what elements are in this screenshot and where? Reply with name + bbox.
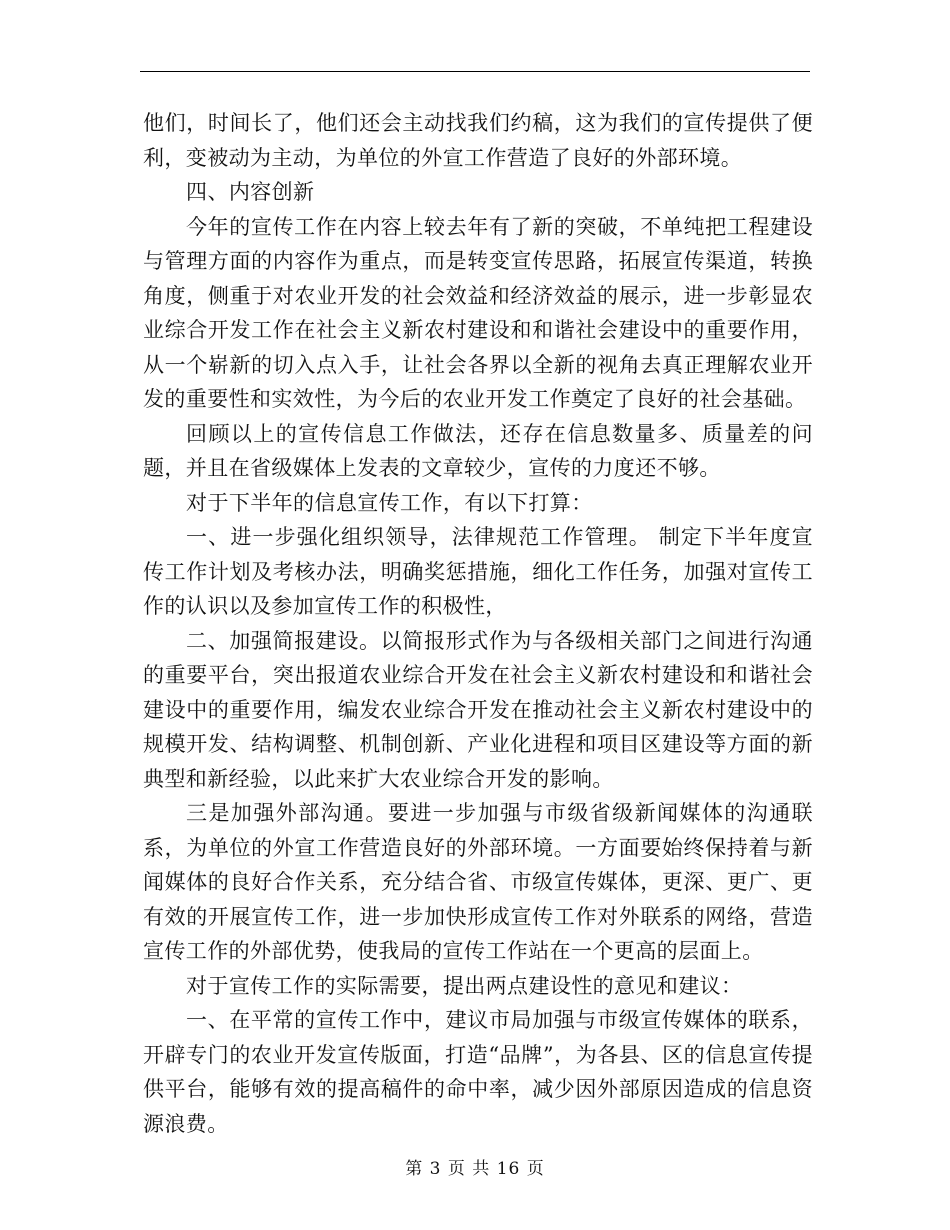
paragraph: 二、加强简报建设。以简报形式作为与各级相关部门之间进行沟通的重要平台，突出报道农业综合开发在社会主义新农村建设和和谐社会建设中的重要作用，编发农业综合开发在推动社会主义新农村建设中的规模开发、结构调整、机制创新、产业化进程和项目区建设等方面的新典型和新经验，以此来扩大农业综合开发的影响。 (143, 628, 813, 791)
paragraph: 对于下半年的信息宣传工作，有以下打算： (186, 490, 593, 515)
paragraph: 一、在平常的宣传工作中，建议市局加强与市级宣传媒体的联系，开辟专门的农业开发宣传版面，打造“品牌”，为各县、区的信息宣传提供平台，能够有效的提高稿件的命中率，减少因外部原因造成的信息资源浪费。 (143, 1008, 813, 1136)
document-body (143, 106, 813, 1141)
section-heading-content-innovation: 四、内容创新 (186, 180, 315, 204)
header-rule (140, 71, 810, 72)
paragraph: 今年的宣传工作在内容上较去年有了新的突破，不单纯把工程建设与管理方面的内容作为重点，而是转变宣传思路，拓展宣传渠道，转换角度，侧重于对农业开发的社会效益和经济效益的展示，进一步彰显农业综合开发工作在社会主义新农村建设和和谐社会建设中的重要作用，从一个崭新的切入点入手，让社会各界以全新的视角去真正理解农业开发的重要性和实效性，为今后的农业开发工作奠定了良好的社会基础。 (143, 214, 813, 411)
paragraph-continuation: 他们，时间长了，他们还会主动找我们约稿，这为我们的宣传提供了便利，变被动为主动，为单位的外宣工作营造了良好的外部环境。 (143, 111, 813, 170)
paragraph: 三是加强外部沟通。要进一步加强与市级省级新闻媒体的沟通联系，为单位的外宣工作营造良好的外部环境。一方面要始终保持着与新闻媒体的良好合作关系，充分结合省、市级宣传媒体，更深、更广、更有效的开展宣传工作，进一步加快形成宣传工作对外联系的网络，营造宣传工作的外部优势，使我局的宣传工作站在一个更高的层面上。 (143, 801, 813, 963)
paragraph: 回顾以上的宣传信息工作做法，还存在信息数量多、质量差的问题，并且在省级媒体上发表的文章较少，宣传的力度还不够。 (143, 421, 813, 480)
paragraph: 对于宣传工作的实际需要，提出两点建设性的意见和建议： (186, 973, 743, 998)
paragraph: 一、进一步强化组织领导，法律规范工作管理。 制定下半年度宣传工作计划及考核办法，明确奖惩措施，细化工作任务，加强对宣传工作的认识以及参加宣传工作的积极性， (143, 525, 813, 618)
page-number-footer: 第 3 页 共 16 页 (405, 1159, 545, 1179)
